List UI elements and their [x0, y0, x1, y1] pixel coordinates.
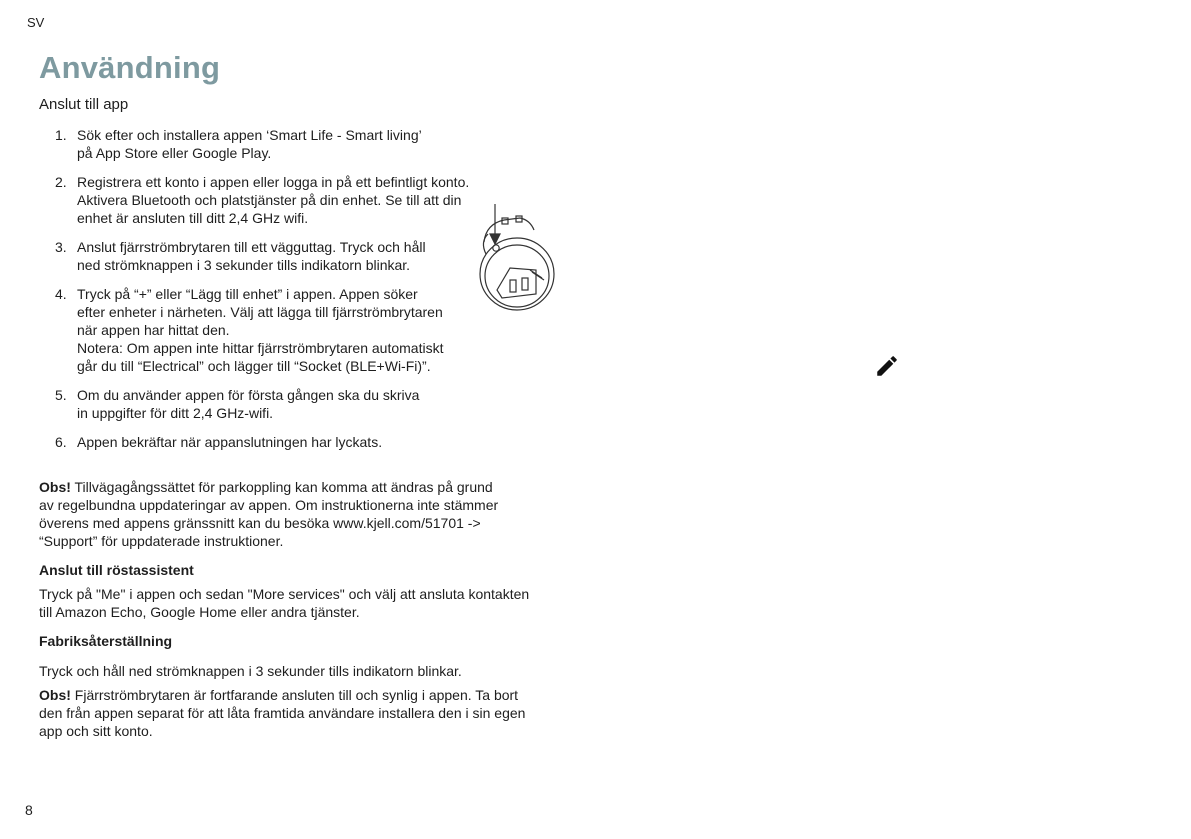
step-number: 5.: [55, 387, 67, 403]
step-text: Registrera ett konto i appen eller logga in på ett befintligt konto. Aktivera Bluetooth och platstjänster på din enhet. Se till att din enhet är ansluten till ditt 2,4 GHz wifi.: [77, 174, 470, 226]
list-item: [55, 173, 525, 227]
list-item: [55, 386, 525, 422]
step-text: Sök efter och installera appen ‘Smart Life - Smart living’ på App Store eller Google Play.: [77, 127, 422, 161]
notes-section: [39, 478, 559, 740]
step-number: 3.: [55, 239, 67, 255]
step-text: Appen bekräftar när appanslutningen har lyckats.: [77, 434, 383, 450]
setup-steps-list: [55, 126, 525, 462]
page-title: Användning: [39, 50, 221, 85]
pairing-note: [39, 478, 559, 550]
step-text: Om du använder appen för första gången ska du skriva in uppgifter för ditt 2,4 GHz-wifi.: [77, 387, 420, 421]
list-item: [55, 433, 525, 451]
list-item: [55, 238, 525, 274]
step-text: Anslut fjärrströmbrytaren till ett vägguttag. Tryck och håll ned strömknappen i 3 sekunder tills indikatorn blinkar.: [77, 239, 426, 273]
factory-reset-text: Tryck och håll ned strömknappen i 3 sekunder tills indikatorn blinkar.: [39, 663, 462, 679]
note-text: Fjärrströmbrytaren är fortfarande ansluten till och synlig i appen. Ta bort den från appen separat för att låta framtida användare installera den i sin egen app och sitt konto.: [39, 687, 526, 739]
step-text: Tryck på “+” eller “Lägg till enhet” i appen. Appen söker efter enheter i närheten. Välj att lägga till fjärrströmbrytaren när appen har hittat den. Notera: Om appen inte hittar fjärrströmbrytaren automatiskt går du till “Electrical” och lägger till “Socket (BLE+Wi-Fi)”.: [77, 286, 444, 374]
language-tag: SV: [27, 15, 45, 30]
step-number: 1.: [55, 127, 67, 143]
note-label: Obs!: [39, 479, 71, 495]
voice-assistant-text: Tryck på "Me" i appen och sedan "More services" och välj att ansluta kontakten till Amazon Echo, Google Home eller andra tjänster.: [39, 586, 530, 620]
note-label: Obs!: [39, 687, 71, 703]
step-number: 6.: [55, 434, 67, 450]
step-number: 4.: [55, 286, 67, 302]
list-item: [55, 285, 525, 375]
section-subtitle: Anslut till app: [39, 96, 129, 113]
page-number: 8: [25, 802, 33, 818]
smart-plug-illustration: [472, 198, 562, 316]
note-text: Tillvägagångssättet för parkoppling kan komma att ändras på grund av regelbundna uppdateringar av appen. Om instruktionerna inte stämmer överens med appens gränssnitt kan du besöka www.kjell.com/51701 -> “Support” för uppdaterade instruktioner.: [39, 479, 499, 549]
reset-note: [39, 686, 559, 740]
voice-assistant-heading: Anslut till röstassistent: [39, 562, 194, 578]
list-item: [55, 126, 525, 162]
pencil-icon[interactable]: [874, 353, 900, 379]
step-number: 2.: [55, 174, 67, 190]
factory-reset-heading: Fabriksåterställning: [39, 633, 173, 649]
